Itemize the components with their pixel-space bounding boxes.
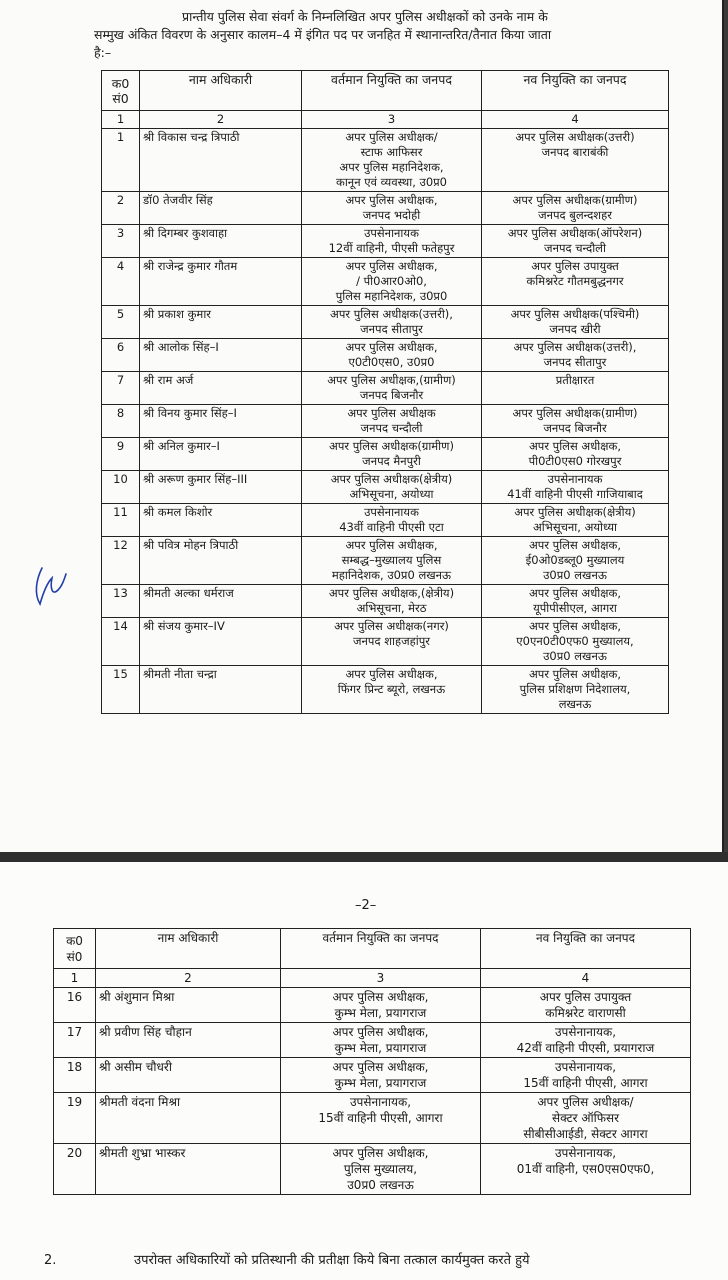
posting-line: जनपद बिजनौर xyxy=(543,421,607,435)
posting-line: 41वीं वाहिनी पीएसी गाजियाबाद xyxy=(507,487,643,501)
posting-line: ए0एन0टी0एफ0 मुख्यालय, xyxy=(516,634,634,648)
paragraph-text: उपरोक्त अधिकारियों को प्रतिस्थानी की प्रतीक्षा किये बिना तत्काल कार्यमुक्त करते हुये xyxy=(134,1253,530,1268)
posting-line: जनपद बुलन्दशहर xyxy=(538,208,612,222)
table-row xyxy=(102,618,669,666)
table-row xyxy=(54,988,691,1023)
posting-line: पी0टी0एस0 गोरखपुर xyxy=(528,454,622,468)
current-posting-cell xyxy=(302,129,482,192)
transfer-table-1 xyxy=(101,70,669,714)
current-posting-cell xyxy=(302,618,482,666)
new-posting-cell xyxy=(482,537,669,585)
posting-line: अपर पुलिस अधीक्षक(उत्तरी), xyxy=(513,340,637,354)
handwritten-initial-mark xyxy=(30,560,70,610)
current-posting-cell xyxy=(302,306,482,339)
new-posting-cell xyxy=(481,1093,691,1144)
posting-line: अपर पुलिस अधीक्षक xyxy=(347,406,436,420)
posting-line: अभिसूचना, अयोध्या xyxy=(532,520,617,534)
posting-line: अपर पुलिस अधीक्षक/ xyxy=(537,1095,634,1109)
table-row xyxy=(102,339,669,372)
current-posting-cell xyxy=(302,438,482,471)
new-posting-cell xyxy=(481,1023,691,1058)
officer-name-cell: श्री दिगम्बर कुशवाहा xyxy=(140,225,302,258)
new-posting-cell xyxy=(481,1058,691,1093)
posting-line: महानिदेशक, उ0प्र0 लखनऊ xyxy=(331,568,452,582)
officer-name-cell: श्री कमल किशोर xyxy=(140,504,302,537)
table-header-row xyxy=(54,929,691,969)
current-posting-cell xyxy=(281,988,481,1023)
posting-line: अपर पुलिस अधीक्षक,(क्षेत्रीय) xyxy=(328,586,455,600)
posting-line: पुलिस प्रशिक्षण निदेशालय, xyxy=(519,682,631,696)
serial-cell: 14 xyxy=(102,618,140,666)
header-name: नाम अधिकारी xyxy=(96,929,281,969)
new-posting-cell xyxy=(482,339,669,372)
officer-name-cell: श्रीमती अल्का धर्मराज xyxy=(140,585,302,618)
officer-name-cell: श्रीमती वंदना मिश्रा xyxy=(96,1093,281,1144)
posting-line: अपर पुलिस अधीक्षक, xyxy=(529,439,621,453)
officer-name-cell: श्रीमती शुभ्रा भास्कर xyxy=(96,1144,281,1195)
current-posting-cell xyxy=(302,666,482,714)
header-new: नव नियुक्ति का जनपद xyxy=(482,71,669,111)
posting-line: उपसेनानायक, xyxy=(349,1095,412,1109)
serial-cell: 16 xyxy=(54,988,96,1023)
posting-line: कानून एवं व्यवस्था, उ0प्र0 xyxy=(336,175,447,189)
posting-line: 12वीं वाहिनी, पीएसी फतेहपुर xyxy=(328,241,455,255)
intro-line: प्रान्तीय पुलिस सेवा संवर्ग के निम्नलिखित अपर पुलिस अधीक्षकों को उनके नाम के xyxy=(182,9,548,24)
officer-name-cell: श्री राजेन्द्र कुमार गौतम xyxy=(140,258,302,306)
new-posting-cell xyxy=(482,306,669,339)
current-posting-cell xyxy=(302,339,482,372)
table-body-1 xyxy=(102,129,669,714)
current-posting-cell xyxy=(302,258,482,306)
new-posting-cell xyxy=(482,192,669,225)
officer-name-cell: श्री अनिल कुमार–I xyxy=(140,438,302,471)
table-row xyxy=(102,372,669,405)
paragraph-number: 2. xyxy=(44,1253,57,1268)
posting-line: कमिश्नरेट वाराणसी xyxy=(545,1006,626,1020)
table-row xyxy=(102,192,669,225)
posting-line: अपर पुलिस अधीक्षक(ग्रामीण) xyxy=(512,406,638,420)
table-row xyxy=(102,129,669,192)
serial-cell: 19 xyxy=(54,1093,96,1144)
header-current: वर्तमान नियुक्ति का जनपद xyxy=(302,71,482,111)
posting-line: अभिसूचना, अयोध्या xyxy=(349,487,434,501)
current-posting-cell xyxy=(281,1058,481,1093)
posting-line: स्टाफ आफिसर xyxy=(360,145,423,159)
officer-name-cell: श्री विनय कुमार सिंह–I xyxy=(140,405,302,438)
posting-line: अपर पुलिस महानिदेशक, xyxy=(339,160,444,174)
posting-line: जनपद सीतापुर xyxy=(360,322,423,336)
table-row xyxy=(54,1144,691,1195)
table-body-2 xyxy=(54,988,691,1195)
officer-name-cell: श्रीमती नीता चन्द्रा xyxy=(140,666,302,714)
table-row xyxy=(102,405,669,438)
posting-line: उ0प्र0 लखनऊ xyxy=(543,649,607,663)
serial-cell: 10 xyxy=(102,471,140,504)
serial-cell: 5 xyxy=(102,306,140,339)
posting-line: अपर पुलिस अधीक्षक(क्षेत्रीय) xyxy=(514,505,636,519)
new-posting-cell xyxy=(482,504,669,537)
posting-line: अपर पुलिस अधीक्षक(ऑपरेशन) xyxy=(507,226,643,240)
posting-line: 15वीं वाहिनी पीएसी, आगरा xyxy=(523,1076,648,1090)
posting-line: जनपद चन्दौली xyxy=(544,241,606,255)
table-row xyxy=(102,306,669,339)
intro-line: सम्मुख अंकित विवरण के अनुसार कालम–4 में इंगित पद पर जनहित में स्थानान्तरित/तैनात किया जाता xyxy=(94,27,552,42)
posting-line: अपर पुलिस अधीक्षक, xyxy=(332,1146,429,1160)
page-number: –2– xyxy=(355,898,377,913)
header-serial: क0 सं0 xyxy=(102,71,140,111)
posting-line: उपसेनानायक xyxy=(547,472,603,486)
header-current: वर्तमान नियुक्ति का जनपद xyxy=(281,929,481,969)
current-posting-cell xyxy=(281,1144,481,1195)
table-row xyxy=(102,585,669,618)
officer-name-cell: श्री असीम चौधरी xyxy=(96,1058,281,1093)
posting-line: जनपद बिजनौर xyxy=(359,388,424,402)
officer-name-cell: श्री पवित्र मोहन त्रिपाठी xyxy=(140,537,302,585)
colnum: 4 xyxy=(481,969,691,988)
header-serial: क0 सं0 xyxy=(54,929,96,969)
serial-cell: 3 xyxy=(102,225,140,258)
posting-line: लखनऊ xyxy=(558,697,592,711)
posting-line: जनपद मैनपुरी xyxy=(362,454,421,468)
table-row xyxy=(102,537,669,585)
table-row xyxy=(102,666,669,714)
posting-line: अपर पुलिस अधीक्षक, xyxy=(529,667,621,681)
paragraph-2 xyxy=(44,1252,704,1270)
serial-cell: 6 xyxy=(102,339,140,372)
posting-line: उ0प्र0 लखनऊ xyxy=(347,1178,414,1192)
serial-cell: 7 xyxy=(102,372,140,405)
posting-line: अपर पुलिस अधीक्षक, xyxy=(529,619,621,633)
officer-name-cell: डॉ0 तेजवीर सिंह xyxy=(140,192,302,225)
posting-line: अभिसूचना, मेरठ xyxy=(356,601,427,615)
officer-name-cell: श्री आलोक सिंह–I xyxy=(140,339,302,372)
current-posting-cell xyxy=(302,192,482,225)
column-number-row xyxy=(102,111,669,129)
posting-line: फिंगर प्रिन्ट ब्यूरो, लखनऊ xyxy=(337,682,446,696)
posting-line: जनपद सीतापुर xyxy=(543,355,607,369)
posting-line: अपर पुलिस उपायुक्त xyxy=(531,259,619,273)
current-posting-cell xyxy=(302,225,482,258)
posting-line: अपर पुलिस अधीक्षक(ग्रामीण) xyxy=(329,439,454,453)
posting-line: अपर पुलिस अधीक्षक, xyxy=(345,667,438,681)
posting-line: अपर पुलिस उपायुक्त xyxy=(539,990,632,1004)
posting-line: उपसेनानायक, xyxy=(554,1146,617,1160)
posting-line: पुलिस मुख्यालय, xyxy=(343,1162,418,1176)
posting-line: जनपद शाहजहांपुर xyxy=(353,634,430,648)
new-posting-cell xyxy=(482,372,669,405)
posting-line: पुलिस महानिदेशक, उ0प्र0 xyxy=(335,289,448,303)
posting-line: उ0प्र0 लखनऊ xyxy=(543,568,607,582)
serial-cell: 9 xyxy=(102,438,140,471)
colnum: 1 xyxy=(102,111,140,129)
serial-cell: 2 xyxy=(102,192,140,225)
column-number-row xyxy=(54,969,691,988)
serial-cell: 18 xyxy=(54,1058,96,1093)
table-row xyxy=(102,471,669,504)
officer-name-cell: श्री अरूण कुमार सिंह–III xyxy=(140,471,302,504)
posting-line: अपर पुलिस अधीक्षक, xyxy=(332,990,429,1004)
table-row xyxy=(54,1023,691,1058)
colnum: 2 xyxy=(140,111,302,129)
colnum: 2 xyxy=(96,969,281,988)
intro-line: है:– xyxy=(94,45,112,60)
colnum: 3 xyxy=(281,969,481,988)
colnum: 3 xyxy=(302,111,482,129)
officer-name-cell: श्री प्रकाश कुमार xyxy=(140,306,302,339)
posting-line: ए0टी0एस0, उ0प्र0 xyxy=(348,355,435,369)
new-posting-cell xyxy=(481,988,691,1023)
posting-line: 43वीं वाहिनी पीएसी एटा xyxy=(339,520,444,534)
officer-name-cell: श्री प्रवीण सिंह चौहान xyxy=(96,1023,281,1058)
serial-cell: 12 xyxy=(102,537,140,585)
posting-line: सम्बद्ध–मुख्यालय पुलिस xyxy=(341,553,442,567)
table-row xyxy=(54,1093,691,1144)
page-gap xyxy=(0,852,728,862)
intro-paragraph xyxy=(94,8,694,62)
posting-line: उपसेनानायक xyxy=(364,505,419,519)
serial-cell: 20 xyxy=(54,1144,96,1195)
posting-line: 42वीं वाहिनी पीएसी, प्रयागराज xyxy=(516,1041,655,1055)
posting-line: अपर पुलिस अधीक्षक, xyxy=(345,193,438,207)
posting-line: अपर पुलिस अधीक्षक, xyxy=(345,259,438,273)
posting-line: 01वीं वाहिनी, एस0एस0एफ0, xyxy=(516,1162,655,1176)
posting-line: जनपद बाराबंकी xyxy=(541,145,609,159)
posting-line: उपसेनानायक xyxy=(364,226,419,240)
current-posting-cell xyxy=(302,405,482,438)
posting-line: उपसेनानायक, xyxy=(554,1060,617,1074)
table-row xyxy=(102,438,669,471)
posting-line: यूपीपीसीएल, आगरा xyxy=(533,601,617,615)
new-posting-cell xyxy=(482,585,669,618)
new-posting-cell xyxy=(482,405,669,438)
officer-name-cell: श्री विकास चन्द्र त्रिपाठी xyxy=(140,129,302,192)
table-row xyxy=(102,504,669,537)
serial-cell: 15 xyxy=(102,666,140,714)
posting-line: / पी0आर0ओ0, xyxy=(356,274,427,288)
serial-cell: 8 xyxy=(102,405,140,438)
posting-line: अपर पुलिस अधीक्षक, xyxy=(332,1060,429,1074)
posting-line: अपर पुलिस अधीक्षक(क्षेत्रीय) xyxy=(330,472,453,486)
new-posting-cell xyxy=(482,438,669,471)
serial-cell: 13 xyxy=(102,585,140,618)
new-posting-cell xyxy=(482,618,669,666)
current-posting-cell xyxy=(302,504,482,537)
posting-line: कुम्भ मेला, प्रयागराज xyxy=(334,1041,427,1055)
header-name: नाम अधिकारी xyxy=(140,71,302,111)
posting-line: अपर पुलिस अधीक्षक, xyxy=(345,340,438,354)
posting-line: ई0ओ0डब्लू0 मुख्यालय xyxy=(525,553,625,567)
current-posting-cell xyxy=(302,471,482,504)
posting-line: अपर पुलिस अधीक्षक(उत्तरी), xyxy=(330,307,453,321)
posting-line: जनपद भदोही xyxy=(362,208,421,222)
table-row xyxy=(54,1058,691,1093)
serial-cell: 11 xyxy=(102,504,140,537)
current-posting-cell xyxy=(281,1023,481,1058)
officer-name-cell: श्री अंशुमान मिश्रा xyxy=(96,988,281,1023)
posting-line: अपर पुलिस अधीक्षक(पश्चिमी) xyxy=(510,307,640,321)
posting-line: अपर पुलिस अधीक्षक, xyxy=(345,538,438,552)
posting-line: कुम्भ मेला, प्रयागराज xyxy=(334,1006,427,1020)
new-posting-cell xyxy=(482,666,669,714)
current-posting-cell xyxy=(302,372,482,405)
posting-line: कुम्भ मेला, प्रयागराज xyxy=(334,1076,427,1090)
posting-line: अपर पुलिस अधीक्षक, xyxy=(332,1025,429,1039)
posting-line: सेक्टर ऑफिसर xyxy=(551,1111,620,1125)
colnum: 4 xyxy=(482,111,669,129)
officer-name-cell: श्री राम अर्ज xyxy=(140,372,302,405)
new-posting-cell xyxy=(482,129,669,192)
serial-cell: 1 xyxy=(102,129,140,192)
new-posting-cell xyxy=(482,471,669,504)
posting-line: अपर पुलिस अधीक्षक(उत्तरी) xyxy=(515,130,635,144)
posting-line: कमिश्नरेट गौतमबुद्धनगर xyxy=(526,274,624,288)
transfer-table-2 xyxy=(53,928,691,1195)
current-posting-cell xyxy=(302,585,482,618)
posting-line: अपर पुलिस अधीक्षक(नगर) xyxy=(334,619,449,633)
serial-cell: 17 xyxy=(54,1023,96,1058)
table-row xyxy=(102,225,669,258)
posting-line: जनपद चन्दौली xyxy=(360,421,423,435)
posting-line: अपर पुलिस अधीक्षक, xyxy=(529,538,621,552)
posting-line: अपर पुलिस अधीक्षक(ग्रामीण) xyxy=(512,193,638,207)
posting-line: अपर पुलिस अधीक्षक,(ग्रामीण) xyxy=(327,373,456,387)
header-new: नव नियुक्ति का जनपद xyxy=(481,929,691,969)
current-posting-cell xyxy=(281,1093,481,1144)
posting-line: सीबीसीआईडी, सेक्टर आगरा xyxy=(523,1127,648,1141)
current-posting-cell xyxy=(302,537,482,585)
posting-line: अपर पुलिस अधीक्षक/ xyxy=(345,130,438,144)
table-row xyxy=(102,258,669,306)
posting-line: उपसेनानायक, xyxy=(554,1025,617,1039)
officer-name-cell: श्री संजय कुमार–IV xyxy=(140,618,302,666)
posting-line: 15वीं वाहिनी पीएसी, आगरा xyxy=(318,1111,443,1125)
new-posting-cell xyxy=(482,258,669,306)
new-posting-cell xyxy=(481,1144,691,1195)
new-posting-cell xyxy=(482,225,669,258)
serial-cell: 4 xyxy=(102,258,140,306)
posting-line: जनपद खीरी xyxy=(549,322,601,336)
posting-line: प्रतीक्षारत xyxy=(555,373,595,387)
colnum: 1 xyxy=(54,969,96,988)
posting-line: अपर पुलिस अधीक्षक, xyxy=(529,586,621,600)
table-header-row xyxy=(102,71,669,111)
